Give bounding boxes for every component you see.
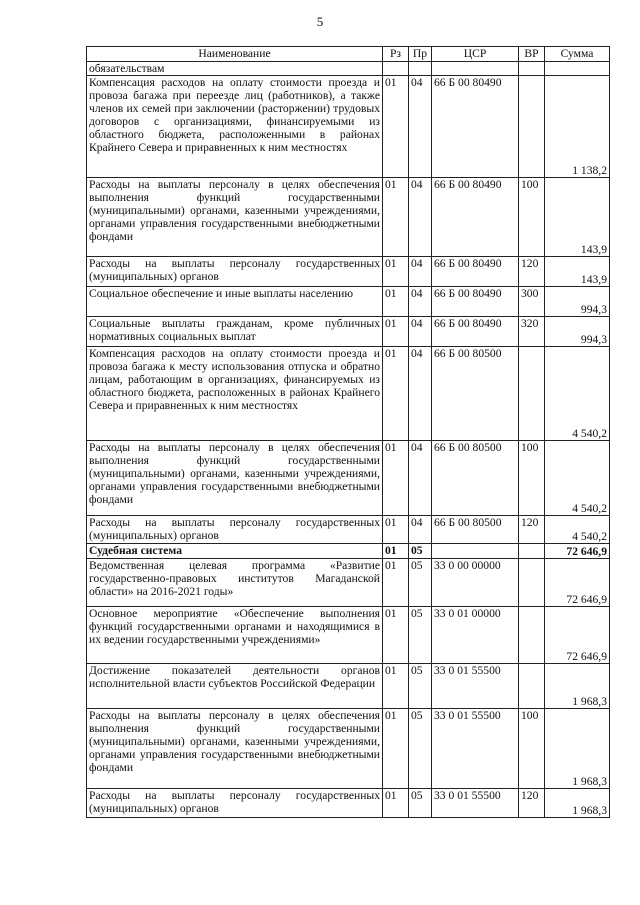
row-sum-cell: 1 138,2 xyxy=(545,76,610,178)
row-vr-cell: 120 xyxy=(519,257,545,287)
table-header-row xyxy=(87,47,610,62)
row-csr-cell: 66 Б 00 80490 xyxy=(432,317,519,347)
header-name: Наименование xyxy=(87,47,383,62)
header-rz: Рз xyxy=(383,47,409,62)
row-name-cell: Компенсация расходов на оплату стоимости проезда и провоза багажа при переезде лиц (работников), а также членов их семей при заключении (расторжении) трудовых договоров с организациями, финансируемыми из областного бюджета, расположенными в районах Крайнего Севера и приравненных к ним местностях xyxy=(87,76,383,178)
row-name-cell: Социальные выплаты гражданам, кроме публичных нормативных социальных выплат xyxy=(87,317,383,347)
row-pr-cell: 05 xyxy=(409,544,432,559)
row-pr-cell xyxy=(409,62,432,76)
row-name-cell: Социальное обеспечение и иные выплаты населению xyxy=(87,287,383,317)
row-csr-cell xyxy=(432,544,519,559)
row-pr-cell: 04 xyxy=(409,317,432,347)
row-vr-cell xyxy=(519,607,545,664)
row-pr-cell: 05 xyxy=(409,607,432,664)
row-name-cell: Судебная система xyxy=(87,544,383,559)
row-pr-cell: 04 xyxy=(409,257,432,287)
row-sum-cell: 4 540,2 xyxy=(545,441,610,516)
row-pr-cell: 05 xyxy=(409,789,432,818)
table-row xyxy=(87,709,610,789)
row-pr-cell: 04 xyxy=(409,287,432,317)
row-name-cell: Ведомственная целевая программа «Развитие государственно-правовых институтов Магаданской области» на 2016-2021 годы» xyxy=(87,559,383,607)
row-csr-cell: 33 0 01 55500 xyxy=(432,709,519,789)
table-row xyxy=(87,76,610,178)
table-row xyxy=(87,317,610,347)
row-sum-cell: 72 646,9 xyxy=(545,559,610,607)
row-pr-cell: 04 xyxy=(409,441,432,516)
row-csr-cell: 66 Б 00 80490 xyxy=(432,287,519,317)
row-csr-cell: 33 0 01 55500 xyxy=(432,789,519,818)
row-vr-cell: 300 xyxy=(519,287,545,317)
row-rz-cell: 01 xyxy=(383,607,409,664)
row-sum-cell: 1 968,3 xyxy=(545,789,610,818)
row-vr-cell xyxy=(519,76,545,178)
row-rz-cell: 01 xyxy=(383,287,409,317)
header-vr: ВР xyxy=(519,47,545,62)
row-sum-cell: 1 968,3 xyxy=(545,709,610,789)
row-rz-cell: 01 xyxy=(383,664,409,709)
row-csr-cell: 66 Б 00 80490 xyxy=(432,76,519,178)
table-row xyxy=(87,607,610,664)
row-sum-cell: 143,9 xyxy=(545,178,610,257)
header-sum: Сумма xyxy=(545,47,610,62)
table-row xyxy=(87,62,610,76)
row-rz-cell: 01 xyxy=(383,516,409,544)
row-vr-cell xyxy=(519,347,545,441)
row-csr-cell: 66 Б 00 80500 xyxy=(432,516,519,544)
row-sum-cell: 994,3 xyxy=(545,287,610,317)
row-csr-cell: 33 0 01 55500 xyxy=(432,664,519,709)
row-vr-cell xyxy=(519,62,545,76)
row-name-cell: Компенсация расходов на оплату стоимости проезда и провоза багажа к месту использования отпуска и обратно лицам, работающим в организациях, финансируемых из областного бюджета, расположенных в районах Крайнего Севера и приравненных к ним местностях xyxy=(87,347,383,441)
row-name-cell: Достижение показателей деятельности органов исполнительной власти субъектов Российской Федерации xyxy=(87,664,383,709)
row-csr-cell: 66 Б 00 80500 xyxy=(432,441,519,516)
table-row xyxy=(87,441,610,516)
row-pr-cell: 04 xyxy=(409,76,432,178)
row-name-cell: Расходы на выплаты персоналу в целях обеспечения выполнения функций государственными (муниципальными) органами, казенными учреждениями, органами управления государственными внебюджетными фондами xyxy=(87,178,383,257)
row-name-cell: Основное мероприятие «Обеспечение выполнения функций государственными органами и находящимися в их ведении государственными учреждениями» xyxy=(87,607,383,664)
row-vr-cell: 100 xyxy=(519,709,545,789)
header-csr: ЦСР xyxy=(432,47,519,62)
table-body xyxy=(87,62,610,818)
row-sum-cell: 1 968,3 xyxy=(545,664,610,709)
row-name-cell: Расходы на выплаты персоналу государственных (муниципальных) органов xyxy=(87,257,383,287)
row-csr-cell: 66 Б 00 80490 xyxy=(432,257,519,287)
table-row xyxy=(87,544,610,559)
row-pr-cell: 05 xyxy=(409,559,432,607)
budget-table xyxy=(86,46,610,818)
row-vr-cell: 120 xyxy=(519,516,545,544)
row-vr-cell: 100 xyxy=(519,441,545,516)
row-rz-cell: 01 xyxy=(383,544,409,559)
row-name-cell: Расходы на выплаты персоналу государственных (муниципальных) органов xyxy=(87,789,383,818)
table-row xyxy=(87,178,610,257)
row-csr-cell: 33 0 01 00000 xyxy=(432,607,519,664)
table-row xyxy=(87,347,610,441)
row-csr-cell: 33 0 00 00000 xyxy=(432,559,519,607)
row-csr-cell: 66 Б 00 80500 xyxy=(432,347,519,441)
table-row xyxy=(87,559,610,607)
row-vr-cell xyxy=(519,544,545,559)
row-vr-cell: 120 xyxy=(519,789,545,818)
row-vr-cell xyxy=(519,664,545,709)
row-pr-cell: 05 xyxy=(409,709,432,789)
row-rz-cell xyxy=(383,62,409,76)
header-pr: Пр xyxy=(409,47,432,62)
table-row xyxy=(87,287,610,317)
row-sum-cell: 72 646,9 xyxy=(545,607,610,664)
page-number: 5 xyxy=(316,14,324,29)
row-rz-cell: 01 xyxy=(383,76,409,178)
row-sum-cell: 4 540,2 xyxy=(545,347,610,441)
row-rz-cell: 01 xyxy=(383,441,409,516)
row-pr-cell: 04 xyxy=(409,516,432,544)
table-row xyxy=(87,257,610,287)
row-vr-cell: 320 xyxy=(519,317,545,347)
row-csr-cell: 66 Б 00 80490 xyxy=(432,178,519,257)
row-vr-cell: 100 xyxy=(519,178,545,257)
row-pr-cell: 04 xyxy=(409,178,432,257)
row-pr-cell: 05 xyxy=(409,664,432,709)
row-csr-cell xyxy=(432,62,519,76)
row-rz-cell: 01 xyxy=(383,317,409,347)
row-pr-cell: 04 xyxy=(409,347,432,441)
row-sum-cell: 143,9 xyxy=(545,257,610,287)
row-rz-cell: 01 xyxy=(383,709,409,789)
row-name-cell: Расходы на выплаты персоналу в целях обеспечения выполнения функций государственными (муниципальными) органами, казенными учреждениями, органами управления государственными внебюджетными фондами xyxy=(87,709,383,789)
row-name-cell: Расходы на выплаты персоналу государственных (муниципальных) органов xyxy=(87,516,383,544)
row-sum-cell: 4 540,2 xyxy=(545,516,610,544)
table-row xyxy=(87,789,610,818)
row-rz-cell: 01 xyxy=(383,789,409,818)
row-name-cell: обязательствам xyxy=(87,62,383,76)
row-sum-cell: 72 646,9 xyxy=(545,544,610,559)
row-name-cell: Расходы на выплаты персоналу в целях обеспечения выполнения функций государственными (муниципальными) органами, казенными учреждениями, органами управления государственными внебюджетными фондами xyxy=(87,441,383,516)
row-sum-cell xyxy=(545,62,610,76)
row-rz-cell: 01 xyxy=(383,347,409,441)
table-row xyxy=(87,516,610,544)
row-sum-cell: 994,3 xyxy=(545,317,610,347)
table-row xyxy=(87,664,610,709)
row-rz-cell: 01 xyxy=(383,559,409,607)
row-rz-cell: 01 xyxy=(383,178,409,257)
row-vr-cell xyxy=(519,559,545,607)
row-rz-cell: 01 xyxy=(383,257,409,287)
